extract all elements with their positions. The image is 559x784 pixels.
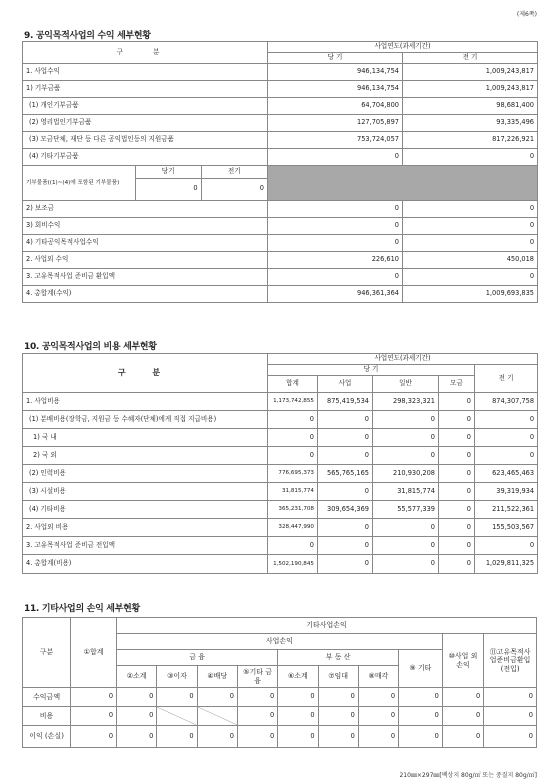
s10-header-fundraising: 모금 xyxy=(439,376,475,393)
s11-cell: 0 xyxy=(278,688,318,707)
s9-row-current: 946,134,754 xyxy=(268,81,403,98)
s10-row-label: 1. 사업비용 xyxy=(23,393,268,411)
s9-row-label: (4) 기타기부금품 xyxy=(23,149,268,166)
s11-row-label: 수익금액 xyxy=(23,688,71,707)
s11-cell: 0 xyxy=(278,707,318,726)
s10-cell-previous: 623,465,463 xyxy=(475,465,538,483)
s10-row-label: 2) 국 외 xyxy=(23,447,268,465)
s11-cell: 0 xyxy=(197,688,237,707)
s10-cell-general: 0 xyxy=(373,537,439,555)
s9-row-previous: 0 xyxy=(403,269,538,286)
section-9-table xyxy=(22,41,538,303)
s10-header-total: 합계 xyxy=(268,376,318,393)
s9-row-current: 64,704,800 xyxy=(268,98,403,115)
s11-cell: 0 xyxy=(442,707,483,726)
s11-cell: 0 xyxy=(358,726,398,748)
s10-cell-business: 0 xyxy=(318,447,373,465)
s10-cell-business: 0 xyxy=(318,555,373,574)
s9-row-current: 226,610 xyxy=(268,252,403,269)
s11-cell: 0 xyxy=(318,688,358,707)
s9-row-previous: 0 xyxy=(403,235,538,252)
s11-cell: 0 xyxy=(117,707,157,726)
s9-header-current: 당 기 xyxy=(268,53,403,64)
s10-cell-business: 309,654,369 xyxy=(318,501,373,519)
s9-row-previous: 1,009,243,817 xyxy=(403,81,538,98)
s11-cell: 0 xyxy=(278,726,318,748)
s10-cell-previous: 0 xyxy=(475,429,538,447)
diagonal-strike xyxy=(157,707,196,725)
s9-row-current: 753,724,057 xyxy=(268,132,403,149)
s10-cell-general: 0 xyxy=(373,447,439,465)
s10-cell-general: 55,577,339 xyxy=(373,501,439,519)
s10-cell-previous: 155,503,567 xyxy=(475,519,538,537)
s11-cell: 0 xyxy=(117,726,157,748)
s9-header-gubun: 구 분 xyxy=(23,42,268,64)
s9-row-previous: 450,018 xyxy=(403,252,538,269)
s11-cell: 0 xyxy=(71,688,117,707)
s11-cell: 0 xyxy=(318,707,358,726)
s10-header-general: 일반 xyxy=(373,376,439,393)
s11-cell: 0 xyxy=(117,688,157,707)
s9-row-current: 946,134,754 xyxy=(268,64,403,81)
s11-cell: 0 xyxy=(237,688,277,707)
s10-cell-business: 0 xyxy=(318,429,373,447)
s10-cell-previous: 1,029,811,325 xyxy=(475,555,538,574)
s11-crossed-cell xyxy=(197,707,237,726)
s9-donated-goods-header-previous: 전기 xyxy=(201,166,267,178)
s10-cell-business: 0 xyxy=(318,483,373,501)
s10-row-label: 3. 고유목적사업 준비금 전입액 xyxy=(23,537,268,555)
s10-cell-general: 0 xyxy=(373,411,439,429)
s10-cell-general: 0 xyxy=(373,555,439,574)
s9-row-previous: 1,009,693,835 xyxy=(403,286,538,303)
s9-row-previous: 0 xyxy=(403,201,538,218)
form-footer: 210㎜×297㎜[백상지 80g/㎡ 또는 중질지 80g/㎡] xyxy=(399,772,537,779)
s11-cell: 0 xyxy=(358,707,398,726)
s10-cell-total: 0 xyxy=(268,447,318,465)
s9-row-label: 3. 고유목적사업 준비금 환입액 xyxy=(23,269,268,286)
s9-row-current: 0 xyxy=(268,149,403,166)
s11-cell: 0 xyxy=(399,707,443,726)
s10-cell-business: 565,765,165 xyxy=(318,465,373,483)
form-number: (제6쪽) xyxy=(516,11,537,18)
s11-cell: 0 xyxy=(157,688,197,707)
s9-donated-goods-current: 0 xyxy=(135,178,201,200)
s10-cell-previous: 874,307,758 xyxy=(475,393,538,411)
s11-header-sub: ⑦임대 xyxy=(318,666,358,688)
s11-cell: 0 xyxy=(237,726,277,748)
s11-cell: 0 xyxy=(237,707,277,726)
s9-row-label: 2. 사업외 수익 xyxy=(23,252,268,269)
s9-row-current: 0 xyxy=(268,269,403,286)
section-10-table xyxy=(22,353,538,574)
s9-row-previous: 98,681,400 xyxy=(403,98,538,115)
s10-cell-general: 0 xyxy=(373,519,439,537)
s11-cell: 0 xyxy=(399,726,443,748)
s10-cell-general: 210,930,208 xyxy=(373,465,439,483)
s11-header-sub: ③이자 xyxy=(157,666,197,688)
s10-cell-fundraising: 0 xyxy=(439,465,475,483)
s11-row-label: 비용 xyxy=(23,707,71,726)
s11-cell: 0 xyxy=(399,688,443,707)
s9-row-label: (3) 모금단체, 재단 등 다른 공익법인등의 지원금품 xyxy=(23,132,268,149)
s9-row-label: (1) 개인기부금품 xyxy=(23,98,268,115)
s11-header-reserve: ⑪고유목적사업준비금환입(전입) xyxy=(484,634,537,688)
s10-cell-business: 0 xyxy=(318,411,373,429)
s10-cell-fundraising: 0 xyxy=(439,519,475,537)
s9-row-previous: 817,226,921 xyxy=(403,132,538,149)
s11-header-non-business: ⑩사업 외손익 xyxy=(442,634,483,688)
s9-donated-goods-previous: 0 xyxy=(201,178,267,200)
s11-header-sub: ④배당 xyxy=(197,666,237,688)
s10-cell-total: 0 xyxy=(268,411,318,429)
s9-row-label: 2) 보조금 xyxy=(23,201,268,218)
s10-cell-total: 328,447,990 xyxy=(268,519,318,537)
s9-donated-goods-cell xyxy=(23,166,268,201)
s11-header-sub: ⑤기타 금융 xyxy=(237,666,277,688)
s11-header-etc: ⑨ 기타 xyxy=(399,650,443,688)
s10-cell-previous: 39,319,934 xyxy=(475,483,538,501)
diagonal-strike xyxy=(198,707,237,725)
s10-cell-total: 0 xyxy=(268,429,318,447)
s10-cell-fundraising: 0 xyxy=(439,555,475,574)
section-10-title: 10. 공익목적사업의 비용 세부현황 xyxy=(24,342,157,352)
s10-cell-general: 298,323,321 xyxy=(373,393,439,411)
s10-header-previous: 전 기 xyxy=(475,365,538,393)
s9-row-current: 0 xyxy=(268,201,403,218)
s9-row-current: 127,705,897 xyxy=(268,115,403,132)
s10-cell-previous: 0 xyxy=(475,537,538,555)
s9-donated-goods-label: 기부물품((1)~(4)에 포함된 기부물품) xyxy=(23,166,135,200)
s10-cell-total: 31,815,774 xyxy=(268,483,318,501)
s11-header-sub: ⑥소계 xyxy=(278,666,318,688)
s11-cell: 0 xyxy=(484,726,537,748)
s9-row-label: 4) 기타공익목적사업수익 xyxy=(23,235,268,252)
s11-header-business-pl: 사업손익 xyxy=(117,634,443,650)
s11-row-label: 이익 (손실) xyxy=(23,726,71,748)
s9-row-label: 1. 사업수익 xyxy=(23,64,268,81)
s10-cell-total: 776,695,373 xyxy=(268,465,318,483)
s11-cell: 0 xyxy=(71,707,117,726)
s10-cell-business: 875,419,534 xyxy=(318,393,373,411)
s11-header-sub: ②소계 xyxy=(117,666,157,688)
s9-row-previous: 1,009,243,817 xyxy=(403,64,538,81)
s10-row-label: (4) 기타비용 xyxy=(23,501,268,519)
s10-cell-general: 0 xyxy=(373,429,439,447)
section-11-table xyxy=(22,617,537,748)
s9-row-current: 0 xyxy=(268,218,403,235)
s11-cell: 0 xyxy=(318,726,358,748)
s11-header-total: ①합계 xyxy=(71,618,117,688)
s10-cell-previous: 0 xyxy=(475,411,538,429)
s11-cell: 0 xyxy=(71,726,117,748)
s9-row-label: 4. 총합계(수익) xyxy=(23,286,268,303)
s11-header-other-business: 기타사업손익 xyxy=(117,618,537,634)
s10-cell-total: 365,231,708 xyxy=(268,501,318,519)
s10-cell-fundraising: 0 xyxy=(439,411,475,429)
s10-header-gubun: 구 분 xyxy=(23,354,268,393)
s10-row-label: (1) 분배비용(장학금, 지원금 등 수혜자(단체)에게 직접 지급비용) xyxy=(23,411,268,429)
s10-cell-fundraising: 0 xyxy=(439,429,475,447)
s11-header-gubun: 구분 xyxy=(23,618,71,688)
s9-row-previous: 0 xyxy=(403,149,538,166)
s10-cell-fundraising: 0 xyxy=(439,537,475,555)
s11-cell: 0 xyxy=(197,726,237,748)
s9-row-label: 1) 기부금품 xyxy=(23,81,268,98)
s10-cell-business: 0 xyxy=(318,519,373,537)
s10-cell-fundraising: 0 xyxy=(439,501,475,519)
s9-row-label: 3) 회비수익 xyxy=(23,218,268,235)
s11-cell: 0 xyxy=(484,707,537,726)
s10-header-year: 사업연도(과세기간) xyxy=(268,354,538,365)
s9-donated-goods-header-current: 당기 xyxy=(135,166,201,178)
s10-cell-fundraising: 0 xyxy=(439,393,475,411)
s9-row-current: 946,361,364 xyxy=(268,286,403,303)
s10-header-business: 사업 xyxy=(318,376,373,393)
s9-header-previous: 전 기 xyxy=(403,53,538,64)
s9-donated-goods-table xyxy=(23,166,267,200)
s10-cell-fundraising: 0 xyxy=(439,483,475,501)
s10-cell-total: 1,173,742,855 xyxy=(268,393,318,411)
section-9-title: 9. 공익목적사업의 수익 세부현황 xyxy=(24,31,151,41)
s11-cell: 0 xyxy=(442,688,483,707)
s10-row-label: (3) 시설비용 xyxy=(23,483,268,501)
section-11-title: 11. 기타사업의 손익 세부현황 xyxy=(24,604,140,614)
s9-shaded-cell xyxy=(268,166,538,201)
s10-row-label: 1) 국 내 xyxy=(23,429,268,447)
s11-cell: 0 xyxy=(157,726,197,748)
s9-row-label: (2) 영리법인기부금품 xyxy=(23,115,268,132)
s10-cell-total: 1,502,190,845 xyxy=(268,555,318,574)
s10-header-current: 당 기 xyxy=(268,365,475,376)
s10-cell-business: 0 xyxy=(318,537,373,555)
s11-crossed-cell xyxy=(157,707,197,726)
s11-cell: 0 xyxy=(442,726,483,748)
s9-row-previous: 0 xyxy=(403,218,538,235)
s11-header-realestate: 부 동 산 xyxy=(278,650,399,666)
s10-cell-previous: 0 xyxy=(475,447,538,465)
s11-cell: 0 xyxy=(358,688,398,707)
s9-row-previous: 93,335,496 xyxy=(403,115,538,132)
s10-cell-total: 0 xyxy=(268,537,318,555)
s10-row-label: 4. 총합계(비용) xyxy=(23,555,268,574)
s11-cell: 0 xyxy=(484,688,537,707)
s9-header-year: 사업연도(과세기간) xyxy=(268,42,538,53)
s10-cell-fundraising: 0 xyxy=(439,447,475,465)
s10-row-label: (2) 인력비용 xyxy=(23,465,268,483)
s10-cell-general: 31,815,774 xyxy=(373,483,439,501)
s11-header-sub: ⑧매각 xyxy=(358,666,398,688)
s10-cell-previous: 211,522,361 xyxy=(475,501,538,519)
s11-header-finance: 금 융 xyxy=(117,650,278,666)
s9-row-current: 0 xyxy=(268,235,403,252)
s10-row-label: 2. 사업외 비용 xyxy=(23,519,268,537)
